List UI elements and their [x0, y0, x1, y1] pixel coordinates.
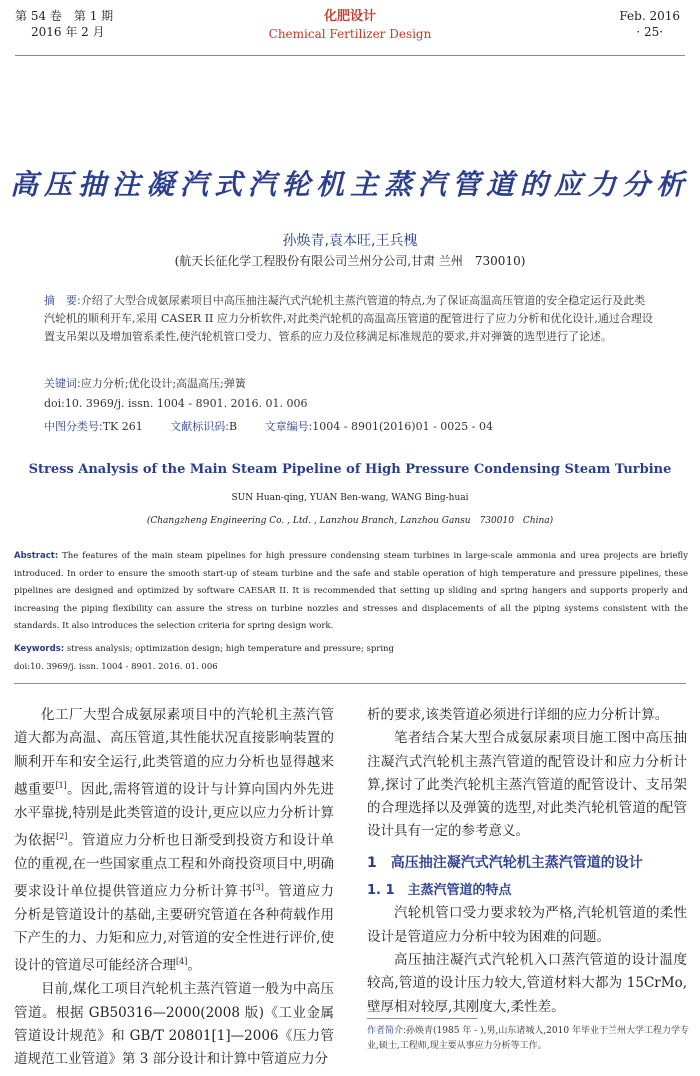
issue-date-en: Feb. 2016	[619, 9, 680, 23]
header-journal	[0, 8, 700, 42]
text-run: 化工厂大型合成氨尿素项目中的汽轮机主蒸汽管道大都为高温、高压管道,其性能状况直接影响装置的顺利开车和安全运行,此类管道的应力分析也显得越来越重要	[14, 707, 334, 798]
authors-en: SUN Huan-qing, YUAN Ben-wang, WANG Bing-huai	[231, 493, 469, 503]
body-paragraph: 高压抽注凝汽式汽轮机入口蒸汽管道的设计温度较高,管道的设计压力较大,管道材料大都为 15CrMo,壁厚相对较厚,其刚度大,柔性差。	[367, 951, 687, 1015]
keywords-cn	[44, 375, 246, 391]
footnote-divider	[367, 1018, 477, 1019]
text-run: 。管道应力分析也日渐受到投资方和设计单位的重视,在一些国家重点工程和外商投资项目中,明确要求设计单位提供管道应力分析计算书	[14, 832, 335, 900]
keywords-en-text: stress analysis; optimization design; high temperature and pressure; spring	[66, 644, 394, 654]
body-paragraph: 笔者结合某大型合成氨尿素项目施工图中高压抽注凝汽式汽轮机主蒸汽管道的配管设计和应力分析计算,探讨了此类汽轮机主蒸汽管道的配管设计、支吊架的合理选择以及弹簧的选型,对此类汽轮机管道的配管设计具有一定的参考意义。	[367, 730, 687, 840]
affiliation-cn: (航天长征化学工程股份有限公司兰州分公司,甘肃 兰州 730010)	[174, 254, 526, 268]
doc-code-value: B	[228, 420, 238, 433]
citation-ref[interactable]: [3]	[252, 883, 264, 893]
affiliation-en: (Changzheng Engineering Co. , Ltd. , Lanzhou Branch, Lanzhou Gansu 730010 China)	[146, 516, 554, 526]
section-heading-1-1: 1. 1 主蒸汽管道的特点	[367, 883, 512, 899]
issue-date-cn: 2016 年 2 月	[31, 25, 105, 39]
citation-ref[interactable]: [4]	[176, 957, 188, 967]
keywords-en-label: Keywords:	[14, 644, 65, 654]
abstract-cn-label: 摘 要:	[44, 294, 81, 307]
page-number: · 25·	[636, 25, 664, 39]
paper-title-en: Stress Analysis of the Main Steam Pipeline of High Pressure Condensing Steam Turbine	[28, 462, 672, 477]
classification-line	[44, 418, 493, 434]
footnote-label: 作者简介:	[367, 1026, 407, 1036]
citation-ref[interactable]: [2]	[56, 831, 68, 841]
article-no-label: 文章编号:	[264, 420, 313, 433]
authors-cn: 孙焕青,袁本旺,王兵槐	[282, 233, 418, 249]
header-divider	[15, 55, 685, 56]
abstract-en	[14, 548, 688, 636]
abstract-en-label: Abstract:	[14, 551, 59, 561]
doi-en: doi:10. 3969/j. issn. 1004 - 8901. 2016. 01. 006	[14, 662, 218, 672]
clc-value: TK 261	[102, 420, 143, 433]
body-paragraph: 目前,煤化工项目汽轮机主蒸汽管道一般为中高压管道。根据 GB50316—2000(2008 版)《工业金属管道设计规范》和 GB/T 20801[1]—2006《压力管道规范工业管道》第 3 部分设计和计算中管道应力分	[14, 981, 334, 1068]
keywords-en	[14, 644, 394, 654]
journal-name-cn: 化肥设计	[323, 9, 376, 24]
section-divider	[14, 683, 686, 684]
keywords-cn-text: 应力分析;优化设计;高温高压;弹簧	[80, 377, 246, 390]
body-paragraph: 析的要求,该类管道必须进行详细的应力分析计算。	[367, 707, 669, 723]
doi-cn: doi:10. 3969/j. issn. 1004 - 8901. 2016. 01. 006	[44, 397, 308, 410]
body-paragraph: 汽轮机管口受力要求较为严格,汽轮机管道的柔性设计是管道应力分析中较为困难的问题。	[367, 905, 687, 945]
clc-label: 中图分类号:	[44, 420, 103, 433]
text-run: 。管道应力分析是管道设计的基础,主要研究管道在各种荷载作用下产生的力、力矩和应力,对管道的安全性进行评价,使设计的管道尽可能经济合理	[14, 883, 335, 974]
volume-issue: 第 54 卷 第 1 期	[15, 9, 114, 23]
article-no-value: 1004 - 8901(2016)01 - 0025 - 04	[312, 420, 493, 433]
header-page	[619, 8, 680, 40]
body-paragraph	[14, 704, 334, 978]
body-column-left	[14, 704, 334, 1071]
body-column-right	[367, 704, 687, 1019]
keywords-cn-label: 关键词:	[44, 377, 81, 390]
footnote-text: 孙焕青(1985 年 - ),男,山东诸城人,2010 年毕业于兰州大学工程力学专业,硕士,工程师,现主要从事应力分析等工作。	[367, 1026, 689, 1051]
author-footnote	[367, 1024, 692, 1054]
paper-title-cn: 高压抽注凝汽式汽轮机主蒸汽管道的应力分析	[9, 168, 690, 201]
abstract-en-text: The features of the main steam pipelines for high pressure condensing steam turbines in large-scale ammonia and urea projects are briefly introduced. In order to ensure the smooth start-up of steam turbine and the safe and stable operation of high temperature and pressure pipelines, these pipelines are designed and optimized by software CAESAR II. It is recommended that setting up sliding and spring hangers and supports properly and increasing the piping flexibility can assure the stress on turbine nozzles and stresses and displacements of all the piping systems consistent with the standards. It also introduces the selection criteria for spring design work.	[14, 551, 688, 631]
abstract-cn	[44, 292, 656, 346]
citation-ref[interactable]: [1]	[55, 780, 67, 790]
text-run: 。因此,需将管道的设计与计算向国内外先进水平靠拢,特别是此类管道的设计,更应以应力分析计算为依据	[14, 781, 335, 849]
section-heading-1: 1 高压抽注凝汽式汽轮机主蒸汽管道的设计	[367, 854, 643, 871]
text-run: 。	[187, 957, 201, 974]
journal-name-en: Chemical Fertilizer Design	[268, 27, 432, 41]
abstract-cn-text: 介绍了大型合成氨尿素项目中高压抽注凝汽式汽轮机主蒸汽管道的特点,为了保证高温高压管道的安全稳定运行及此类汽轮机的顺利开车,采用 CASER II 应力分析软件,对此类汽轮机的高温高压管道的配管进行了应力分析和优化设计,通过合理设置支吊架以及增加管系柔性,使汽轮机管口受力、管系的应力及位移满足标准规范的要求,并对弹簧的选型进行了论述。	[44, 294, 653, 343]
doc-code-label: 文献标识码:	[170, 420, 229, 433]
